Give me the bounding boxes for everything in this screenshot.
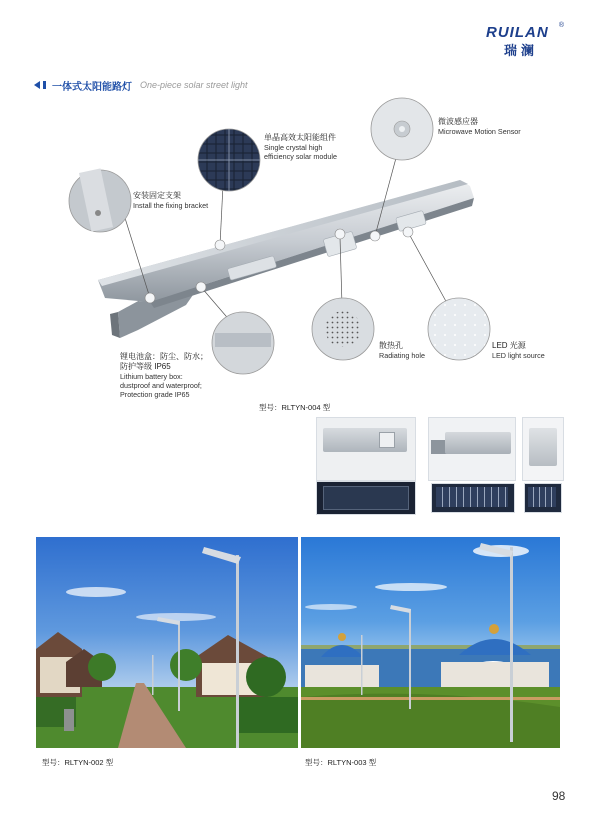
led-label	[492, 341, 545, 360]
section-title-chinese: 一体式太阳能路灯	[52, 81, 132, 93]
battery-marker	[196, 282, 206, 292]
radiating-label-en: Radiating hole	[379, 351, 425, 360]
led-marker	[403, 227, 413, 237]
solar-marker	[215, 240, 225, 250]
battery-label-en-line1: Lithium battery box:	[120, 372, 183, 381]
radiating-marker	[335, 229, 345, 239]
solar-detail-circle	[198, 129, 260, 191]
installation-photo-village-road	[36, 537, 298, 748]
thumbnail-solar-panel-medium	[431, 483, 515, 513]
section-title	[34, 78, 248, 92]
brand-logo	[486, 24, 566, 58]
bracket-label-en: Install the fixing bracket	[133, 201, 209, 210]
sensor-label	[438, 117, 521, 136]
solar-label-cn: 单晶高效太阳能组件	[264, 133, 336, 142]
installation-photo-yurts	[301, 537, 560, 748]
led-label-en: LED light source	[492, 351, 545, 360]
battery-detail-circle	[212, 312, 274, 374]
thumbnail-side-view	[316, 417, 416, 481]
page-number: 98	[552, 789, 566, 803]
sensor-detail-circle	[371, 98, 433, 160]
led-detail-circle	[428, 298, 490, 360]
photo2-model-caption: 型号：RLTYN-003 型	[305, 758, 377, 767]
sensor-label-en: Microwave Motion Sensor	[438, 127, 521, 136]
battery-label	[120, 352, 208, 399]
main-model-caption: 型号：RLTYN-004 型	[259, 403, 331, 412]
solar-label	[264, 133, 337, 161]
battery-label-cn-line2: 防护等级 IP65	[120, 362, 171, 371]
thumbnail-small-unit	[522, 417, 564, 481]
radiating-label-cn: 散热孔	[379, 341, 403, 350]
photo1-model-caption: 型号：RLTYN-002 型	[42, 758, 114, 767]
battery-label-en-line2: dustproof and waterproof;	[120, 381, 202, 390]
thumbnail-solar-panel-large	[316, 481, 416, 515]
battery-label-en-line3: Protection grade IP65	[120, 390, 190, 399]
section-title-english: One-piece solar street light	[140, 80, 248, 90]
led-label-cn: LED 光源	[492, 341, 526, 350]
brand-chinese-text: 瑞澜	[504, 43, 539, 58]
registered-mark: ®	[558, 22, 564, 29]
brand-latin-text: RUILAN	[486, 24, 549, 41]
bracket-marker	[145, 293, 155, 303]
thumbnail-with-bracket	[428, 417, 516, 481]
bracket-label	[133, 191, 208, 210]
solar-label-en-line1: Single crystal high	[264, 143, 323, 152]
thumbnail-solar-panel-small	[524, 483, 562, 513]
solar-label-en-line2: efficiency solar module	[264, 152, 337, 161]
battery-label-cn-line1: 锂电池盒：防尘、防水；	[120, 352, 208, 361]
radiating-label	[379, 341, 425, 360]
bracket-label-cn: 安装固定支架	[133, 191, 181, 200]
sensor-marker	[370, 231, 380, 241]
radiating-detail-circle	[312, 298, 374, 360]
sensor-label-cn: 微波感应器	[438, 117, 478, 126]
section-arrow-icon	[34, 81, 40, 89]
bracket-detail-circle	[69, 168, 131, 232]
section-bar-icon	[43, 81, 46, 89]
